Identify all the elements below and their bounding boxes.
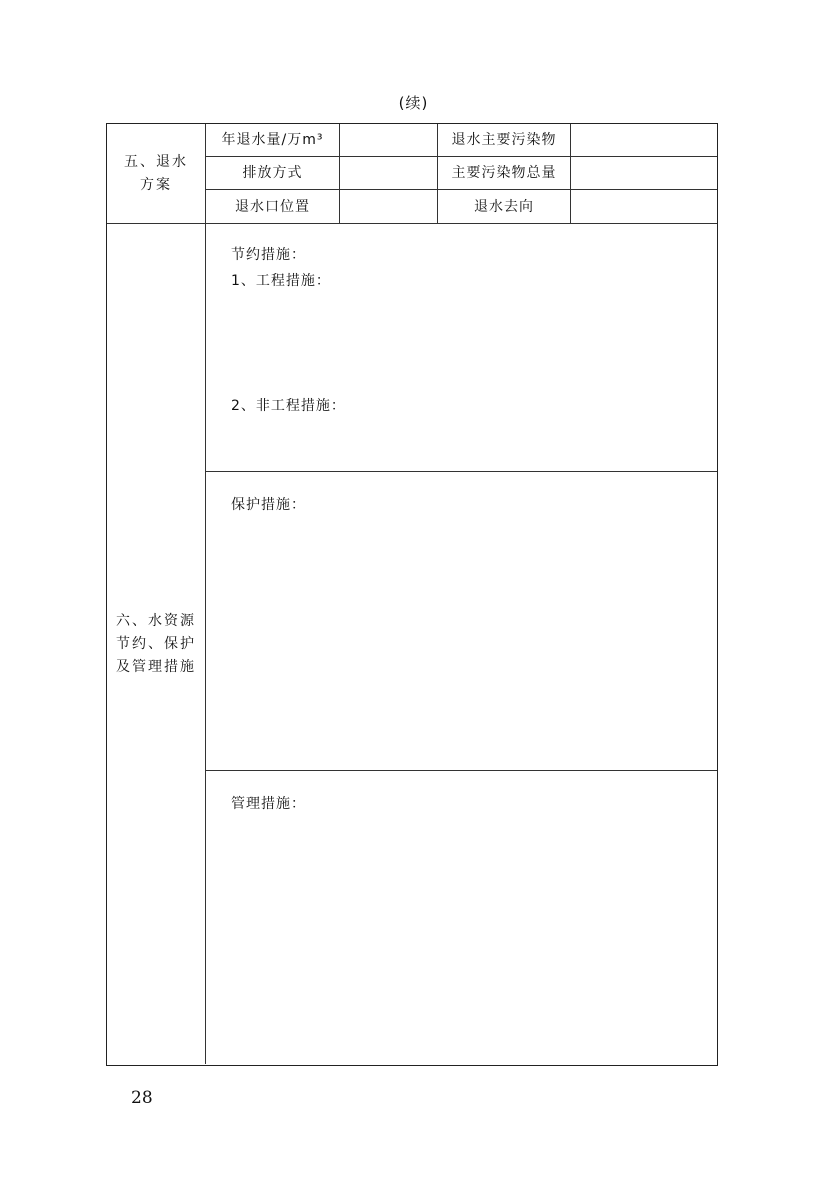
discharge-destination-value[interactable] [571,190,717,223]
management-measures-heading: 管理措施： [231,796,306,812]
continued-label: (续) [398,94,429,112]
row-divider [205,770,717,771]
discharge-destination-label: 退水去向 [474,198,534,215]
section6-label [107,225,205,1064]
non-engineering-measures-label: 2、非工程措施： [231,398,346,414]
pollutant-total-value[interactable] [571,157,717,189]
main-pollutant-value[interactable] [571,124,717,156]
discharge-method-value[interactable] [340,157,437,189]
section5-label [107,124,205,223]
section6-label-line1: 六、水资源 [116,613,196,629]
outlet-location-label: 退水口位置 [235,198,310,215]
main-pollutant-label: 退水主要污染物 [451,132,557,148]
engineering-measures-label: 1、工程措施： [231,273,331,289]
water-resource-form-table [106,123,718,1066]
discharge-method-label: 排放方式 [242,165,303,181]
section5-label-line1: 五、退水 [124,153,188,170]
annual-discharge-label: 年退水量/万m³ [221,132,324,148]
section5-label-line2: 方案 [140,176,172,193]
row-divider [205,471,717,472]
section6-label-line2: 节约、保护 [116,636,196,652]
section6-label-line3: 及管理措施 [116,659,196,675]
annual-discharge-value[interactable] [340,124,437,156]
page-number: 28 [131,1088,153,1108]
pollutant-total-label: 主要污染物总量 [451,165,557,181]
column-divider [205,124,206,1064]
outlet-location-value[interactable] [340,190,437,223]
protection-measures-heading: 保护措施： [231,497,306,513]
saving-measures-heading: 节约措施： [231,247,306,263]
